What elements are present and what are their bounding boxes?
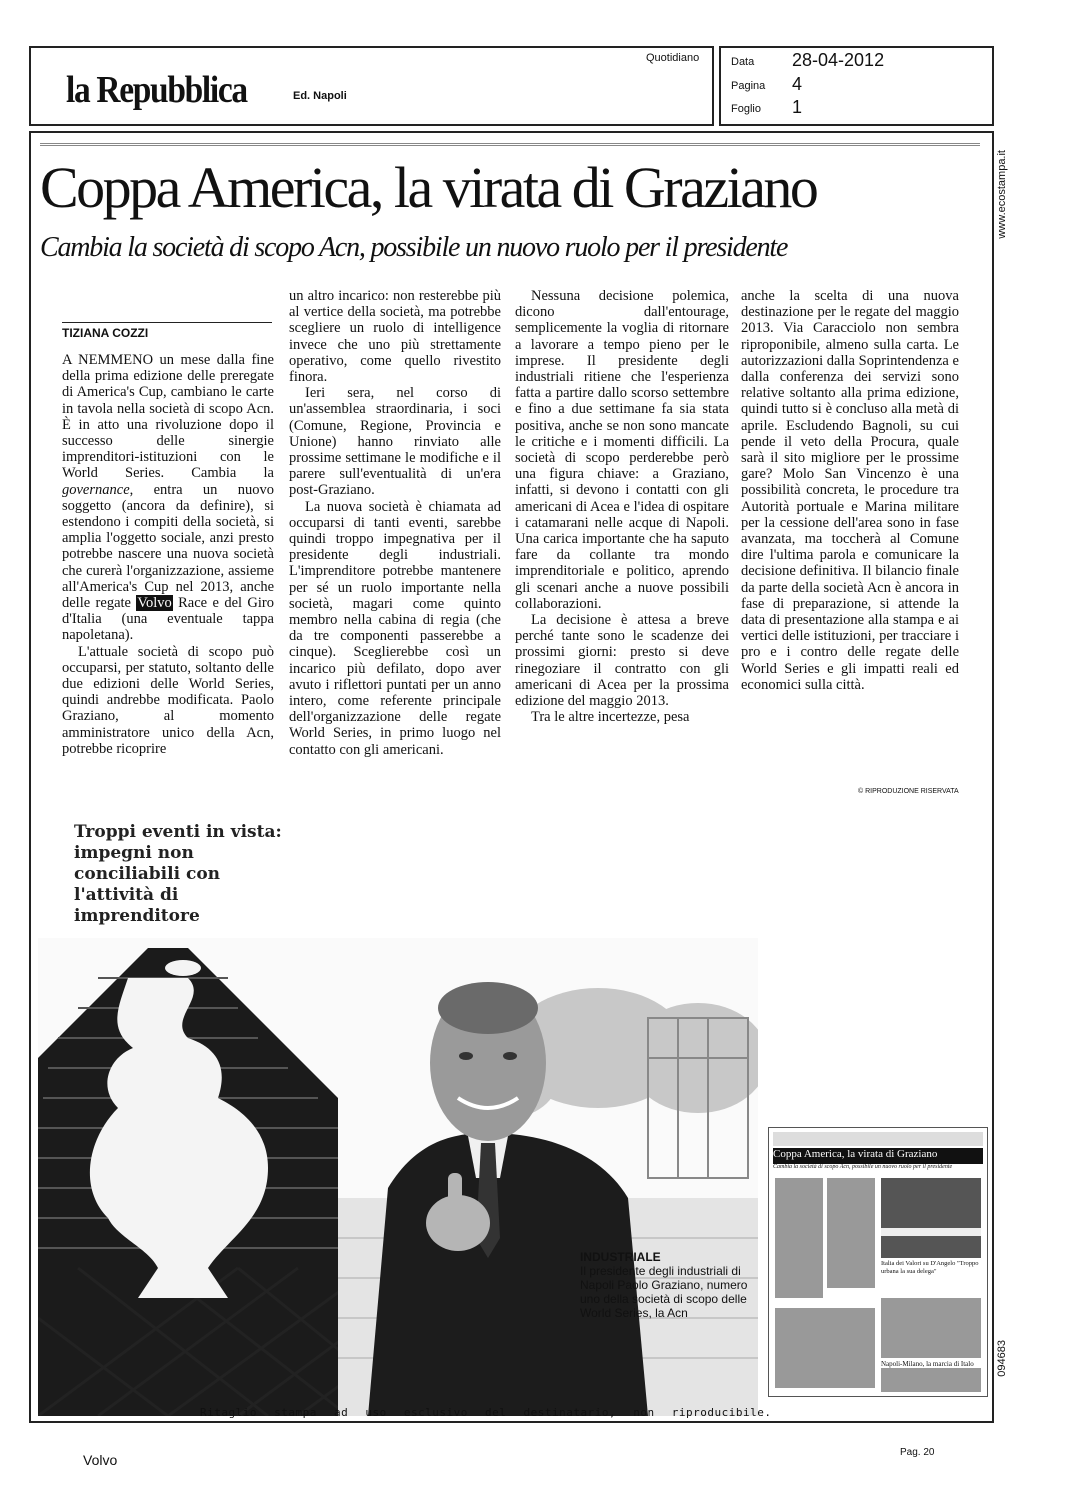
page-label: Pagina	[731, 80, 766, 92]
text-run: Race e del Giro d'Italia (una eventuale tappa napoletana).	[62, 595, 274, 644]
text-run: , entra un nuovo soggetto (ancora da definire), si estendono i compiti della società, si amplia l'oggetto sociale, anzi presto potrebbe nascere una nuova società che curerà l'organizzazione, assieme all'America's Cup nel 2013, anche delle regate	[62, 481, 274, 612]
article-column-4	[741, 288, 959, 693]
caption-text: Il presidente degli industriali di Napoli Paolo Graziano, numero uno della società di scopo delle World Series, la Acn	[580, 1264, 748, 1320]
thumbnail-headline: Coppa America, la virata di Graziano	[773, 1148, 938, 1160]
keyword-label: Volvo	[83, 1452, 118, 1468]
article-column-2	[289, 288, 501, 758]
side-code	[996, 1340, 1016, 1400]
paragraph: L'attuale società di scopo può occuparsi, per statuto, soltanto delle due edizioni delle World Series, quindi andrebbe modificata. Paolo Graziano, al momento amministratore unico della Acn, potrebbe ricoprire	[62, 643, 274, 757]
side-url	[996, 150, 1016, 260]
highlighted-keyword: Volvo	[137, 595, 172, 612]
paragraph: Ieri sera, nel corso di un'assemblea straordinaria, i soci (Comune, Regione, Provincia e Unione) hanno rinviato alle prossime settimane le modifiche e il parere sull'eventualità di un'era post-Graziano.	[289, 385, 501, 499]
thumbnail-mid-headline: Italia dei Valori su D'Angelo "Troppo urbana la sua delega"	[881, 1260, 979, 1275]
side-url-text: www.ecostampa.it	[996, 150, 1008, 239]
text-run: A NEMMENO un mese dalla fine della prima edizione delle preregate di America's Cup, cambiano le carte in tavola nella società di scopo Acn. È in atto una rivoluzione dopo il successo delle sinergie imprenditori-istituzioni con le World Series. Cambia la	[62, 352, 274, 482]
paragraph: Nessuna decisione polemica, dicono dall'entourage, semplicemente la voglia di ritornare a lavorare a tempo pieno per le imprese. Il presidente degli industriali ritiene che l'esperienza fatta a partire dallo scorso settembre e fino a due settimane fa sia stata positiva, anche se non sono mancate le critiche e i momenti difficili. La società di scopo perderebbe però una figura chiave: a Graziano, infatti, si devono i contatti con gli americani di Acea e l'idea di ospitare i catamarani nelle acque di Napoli. Una carica importante che ha saputo fare da collante tra mondo imprenditoriale e politico, aprendo gli scenari anche a nuove possibili collaborazioni.	[515, 288, 729, 612]
photo-illustration	[38, 938, 758, 1416]
paragraph: Tra le altre incertezze, pesa	[531, 709, 690, 726]
paragraph: La nuova società è chiamata ad occuparsi di tanti eventi, sarebbe quindi troppo impegnativa per il presidente degli industriali. L'imprenditore potrebbe mantenere per sé un ruolo importante nella società, magari come quinto membro nella cabina di regia (che da tre componenti passerebbe a cinque). Sceglierebbe così un incarico più defilato, dopo aver avuto i riflettori puntati per un anno intero, come referente principale dell'organizzazione delle regate World Series, in primo luogo nel contatto con gli americani.	[289, 498, 501, 758]
frequency-label: Quotidiano	[646, 52, 700, 64]
paragraph: La decisione è attesa a breve perché tante sono le scadenze dei prossimi giorni: presto si deve rinegoziare il contratto con gli americani di Acea per la prossima edizione del maggio 2013.	[515, 612, 729, 710]
caption-title: INDUSTRIALE	[580, 1250, 661, 1264]
edition-label: Ed. Napoli	[293, 90, 347, 102]
reproduction-notice: Ritaglio stampa ad uso esclusivo del destinatario, non riproducibile.	[200, 1406, 772, 1419]
article-column-3	[515, 288, 729, 725]
article-column-1	[62, 352, 274, 757]
paragraph	[62, 352, 274, 644]
byline: TIZIANA COZZI	[62, 322, 272, 340]
headline: Coppa America, la virata di Graziano	[40, 155, 817, 220]
subheadline: Cambia la società di scopo Acn, possibile un nuovo ruolo per il presidente	[40, 232, 788, 263]
date-value: 28-04-2012	[792, 50, 885, 70]
side-code-text: 094683	[996, 1340, 1008, 1377]
pull-quote: Troppi eventi in vista: impegni non conciliabili con l'attività di imprenditore	[74, 822, 282, 926]
newspaper-logo: la Repubblica	[66, 69, 247, 111]
page-thumbnail	[768, 1127, 988, 1397]
thumbnail-bottom-headline: Napoli-Milano, la marcia di Italo	[881, 1360, 974, 1368]
thumbnail-subhead: Cambia la società di scopo Acn, possibile un nuovo ruolo per il presidente	[773, 1164, 953, 1170]
paragraph: anche la scelta di una nuova destinazione per le regate del maggio 2013. Via Caracciolo non sembra riproponibile, almeno sulla carta. Le autorizzazioni dalla Soprintendenza e dalla conferenza dei servizi sono relative soltanto alla prima edizione, quindi tutto si è concluso alla metà di aprile. Escludendo Bagnoli, su cui pende il veto della Procura, quale sarà il sito migliore per le prossime gare? Molo San Vincenzo è una possibilità concreta, le procedure tra Autorità portuale e Marina militare per la cessione dell'area sono in fase avanzata, ma toccherà al Comune dire l'ultima parola e comunicare la decisione definitiva. Il bilancio finale da parte della società Acn è ancora in fase di preparazione, si attende la data di presentazione alla stampa e ai vertici delle istituzioni, per tracciare i pro e i contro delle regate delle World Series e gli impatti reali ed economici sulla città.	[741, 288, 959, 693]
sheet-label: Foglio	[731, 103, 761, 115]
text-run-italic: governance	[62, 481, 130, 498]
article-photo	[38, 938, 758, 1416]
sheet-value: 1	[792, 97, 803, 117]
date-label: Data	[731, 56, 755, 68]
page-number: Pag. 20	[900, 1447, 935, 1458]
page-value: 4	[792, 74, 803, 94]
paragraph: un altro incarico: non resterebbe più al vertice della società, ma potrebbe scegliere un ruolo di intelligence invece che uno più strettamente operativo, come quello rivestito finora.	[289, 288, 501, 386]
top-rule	[40, 143, 980, 146]
photo-caption	[580, 1250, 750, 1320]
copyright-note: © RIPRODUZIONE RISERVATA	[858, 788, 959, 795]
